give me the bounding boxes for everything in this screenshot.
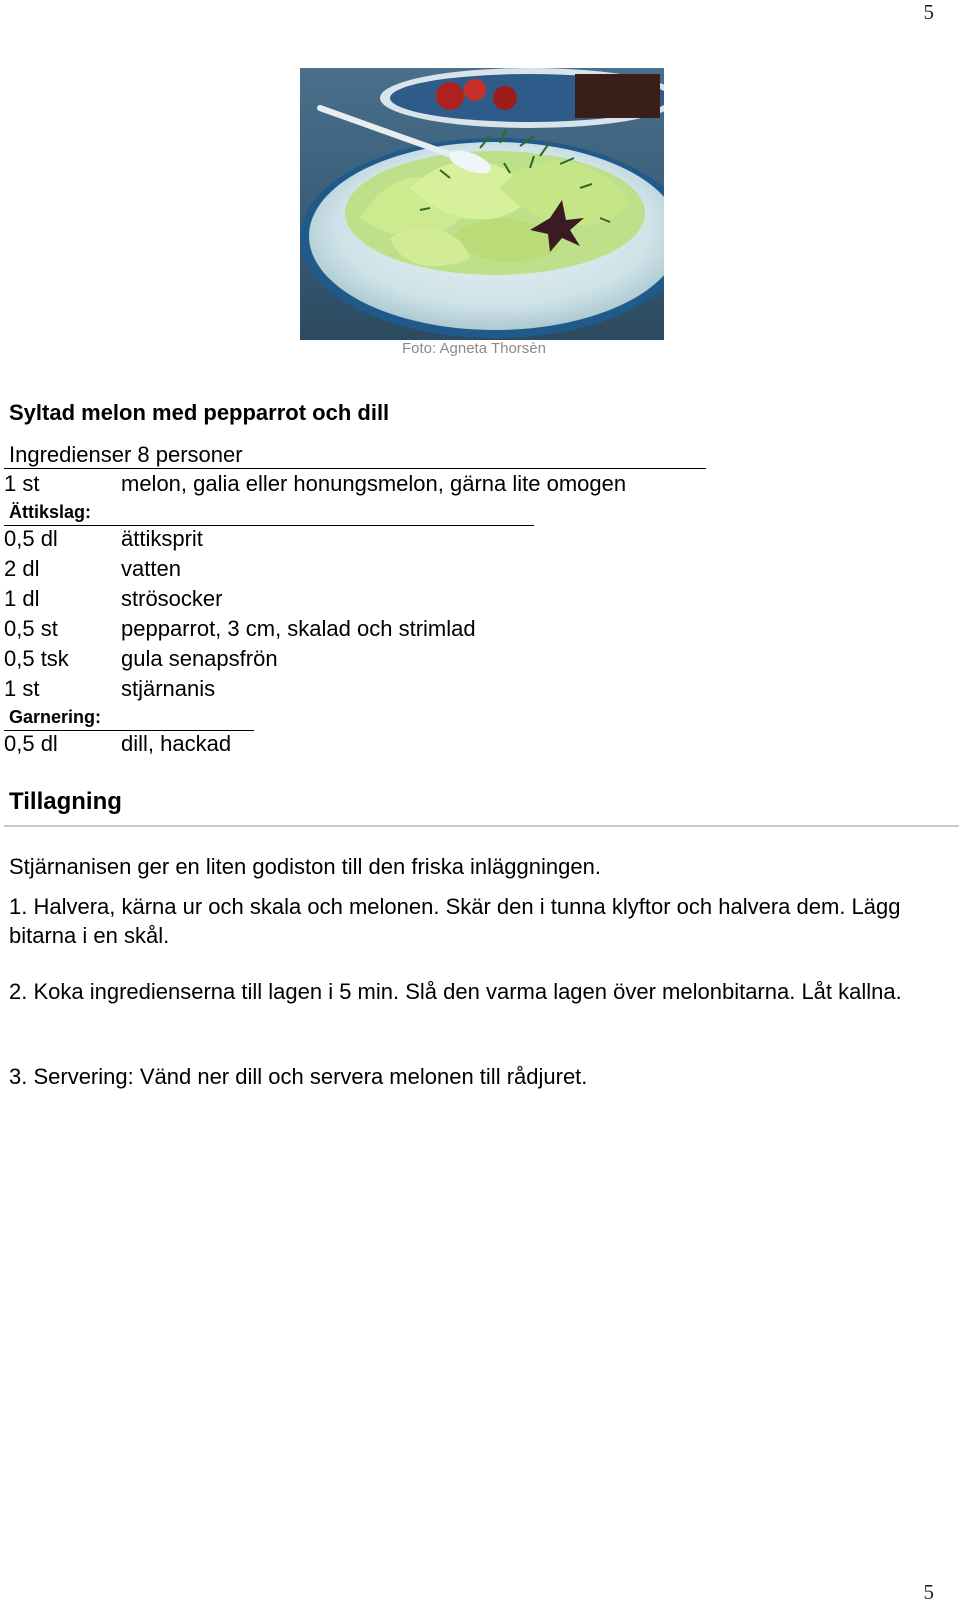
ingredients-divider — [4, 468, 706, 469]
ingredient-row — [4, 526, 203, 552]
ingredient-quantity: 0,5 dl — [4, 526, 58, 551]
intro-text: Stjärnanisen ger en liten godiston till den friska inläggningen. — [9, 854, 601, 879]
ingredient-name: dill, hackad — [121, 731, 232, 756]
ingredient-row — [4, 646, 278, 672]
ingredient-name: gula senapsfrön — [121, 646, 278, 671]
ingredient-row — [4, 471, 626, 497]
ingredients-header: Ingredienser 8 personer — [9, 442, 243, 467]
ingredient-quantity: 0,5 tsk — [4, 646, 69, 671]
ingredient-name: stjärnanis — [121, 676, 216, 701]
page-number-top: 5 — [923, 0, 934, 24]
recipe-title: Syltad melon med pepparrot och dill — [9, 400, 390, 425]
ingredient-name: pepparrot, 3 cm, skalad och strimlad — [121, 616, 476, 641]
vinegar-heading: Ättikslag: — [9, 502, 92, 522]
ingredient-row — [4, 616, 476, 642]
ingredient-row — [4, 586, 222, 612]
ingredient-quantity: 1 st — [4, 676, 40, 701]
ingredient-row — [4, 676, 215, 702]
ingredient-quantity: 0,5 dl — [4, 731, 58, 756]
step-2: 2. Koka ingredienserna till lagen i 5 min. Slå den varma lagen över melonbitarna. Låt kallna. — [9, 979, 902, 1004]
ingredient-row — [4, 556, 181, 582]
ingredient-quantity: 0,5 st — [4, 616, 58, 641]
step-1: 1. Halvera, kärna ur och skala och melonen. Skär den i tunna klyftor och halvera dem. Lägg bitarna i en skål. — [9, 894, 901, 948]
ingredient-name: vatten — [121, 556, 181, 581]
ingredient-quantity: 1 st — [4, 471, 40, 496]
photo-credit: Foto: Agneta Thorsèn — [402, 340, 546, 357]
preparation-divider — [4, 825, 959, 827]
ingredient-name: ättiksprit — [121, 526, 203, 551]
ingredient-quantity: 1 dl — [4, 586, 40, 611]
ingredient-name: melon, galia eller honungsmelon, gärna lite omogen — [121, 471, 627, 496]
page-number-bottom: 5 — [923, 1580, 934, 1604]
ingredient-row — [4, 731, 231, 757]
step-3: 3. Servering: Vänd ner dill och servera melonen till rådjuret. — [9, 1064, 588, 1089]
ingredient-quantity: 2 dl — [4, 556, 40, 581]
preparation-heading: Tillagning — [9, 788, 122, 815]
garnish-heading: Garnering: — [9, 707, 102, 727]
ingredient-name: strösocker — [121, 586, 223, 611]
recipe-photo — [300, 68, 664, 340]
